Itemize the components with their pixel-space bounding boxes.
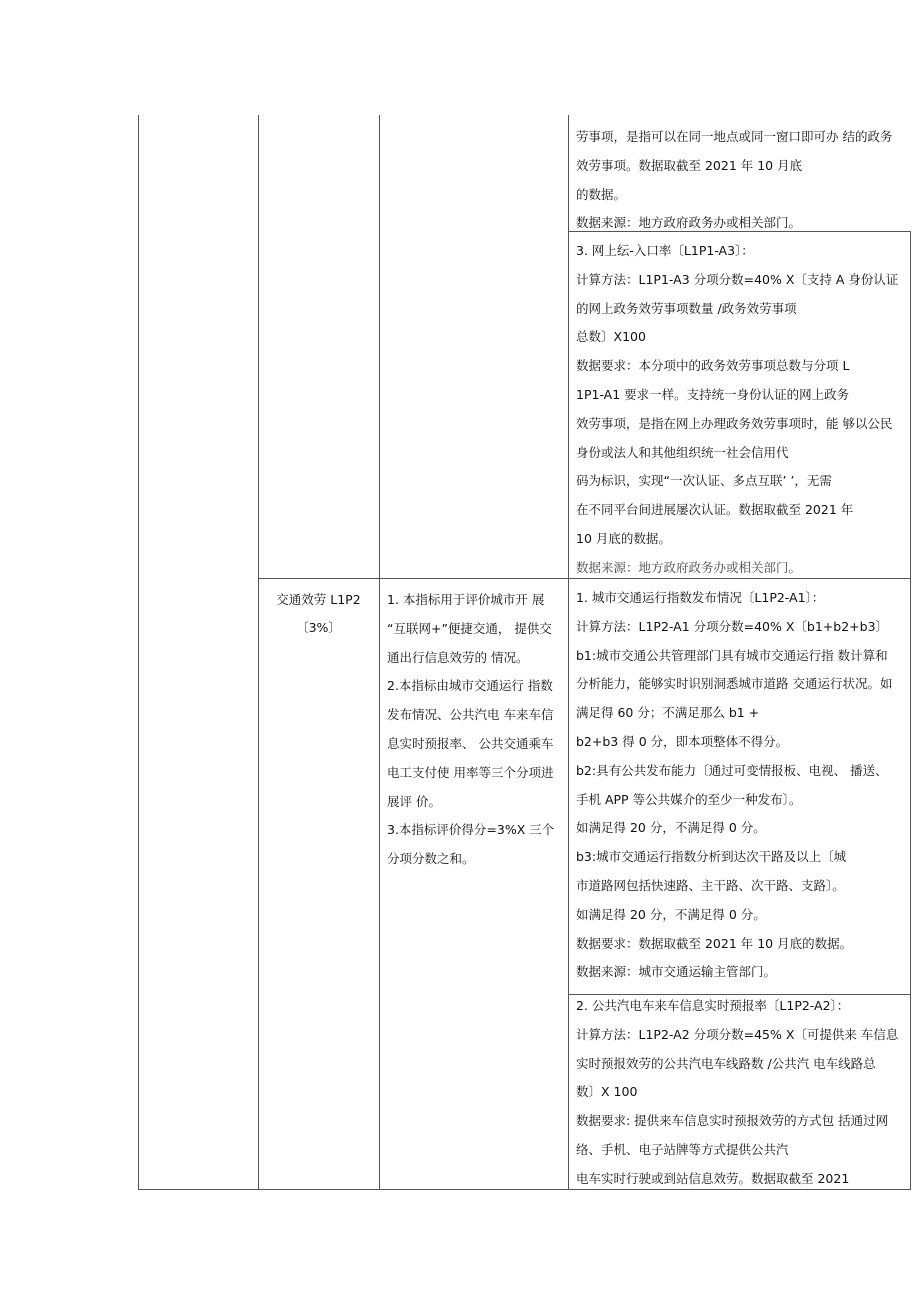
text-line: 2.本指标由城市交通运行 指数	[387, 678, 553, 694]
text-line: 数据要求：本分项中的政务效劳事项总数与分项 L	[576, 358, 850, 374]
text-line: 的网上政务效劳事项数量 /政务效劳事项	[576, 300, 797, 316]
criteria-cell-continued	[576, 123, 892, 238]
text-line: b3:城市交通运行指数分析到达次干路及以上〔城	[576, 849, 847, 865]
text-line: 数据来源：城市交通运输主管部门。	[576, 964, 777, 980]
criteria-cell-l1p2-a2	[576, 992, 898, 1194]
criteria-cell-l1p2-a1	[576, 584, 892, 987]
text-line: 如满足得 20 分，不满足得 0 分。	[576, 906, 766, 922]
column-divider-3	[568, 115, 569, 1190]
column-divider-1	[258, 115, 259, 1190]
table-border-right	[910, 231, 911, 1190]
text-line: 手机 APP 等公共媒介的至少一种发布〕。	[576, 791, 802, 807]
text-line: 数据来源：地方政府政务办或相关部门。	[576, 215, 802, 231]
clipped-text-line: 数据来源：地方政府政务办或相关部门。	[576, 560, 802, 575]
text-line: 10 月底的数据。	[576, 530, 671, 546]
text-line: 在不同平台间进展屡次认证。数据取截至 2021 年	[576, 502, 854, 518]
text-line: b2+b3 得 0 分，即本项整体不得分。	[576, 733, 789, 749]
text-line: 分项分数之和。	[387, 851, 475, 867]
text-line: 的数据。	[576, 186, 627, 202]
column-divider-2	[379, 115, 380, 1190]
text-line: 数据要求: 提供来车信息实时预报效劳的方式包 括通过网	[576, 1113, 889, 1129]
indicator-description-cell	[387, 586, 554, 874]
text-line: 身份或法人和其他组织统一社会信用代	[576, 444, 789, 460]
text-line: “互联网+”便捷交通， 提供交	[387, 620, 552, 636]
text-line: 展评 价。	[387, 793, 441, 809]
text-line: b1:城市交通公共管理部门具有城市交通运行指 数计算和	[576, 647, 888, 663]
text-line: 电车实时行驶或到站信息效劳。数据取截至 2021	[576, 1170, 850, 1186]
text-line: 数〕X 100	[576, 1084, 638, 1100]
text-line: 效劳事项。数据取截至 2021 年 10 月底	[576, 157, 803, 173]
text-line: b2:具有公共发布能力〔通过可变情报板、电视、 播送、	[576, 762, 888, 778]
text-line: 1P1-A1 要求一样。支持统一身份认证的网上政务	[576, 386, 850, 402]
table-border-left	[138, 115, 139, 1190]
text-line: 1. 本指标用于评价城市开 展	[387, 592, 545, 607]
text-line: 市道路网包括快速路、主干路、次干路、支路〕。	[576, 877, 845, 893]
text-line: 3.本指标评价得分=3%X 三个	[387, 822, 555, 838]
text-line: 实时预报效劳的公共汽电车线路数 /公共汽 电车线路总	[576, 1055, 876, 1071]
indicator-weight: 〔3%〕	[296, 620, 341, 635]
indicator-name: 交通效劳 L1P2	[276, 592, 361, 607]
text-line: 1. 城市交通运行指数发布情况〔L1P2-A1〕：	[576, 590, 825, 605]
text-line: 总数〕X100	[576, 329, 646, 345]
text-line: 效劳事项，是指在网上办理政务效劳事项时，能 够以公民	[576, 415, 893, 431]
text-line: 计算方法：L1P2-A1 分项分数=40% X〔b1+b2+b3〕	[576, 618, 889, 634]
text-line: 2. 公共汽电车来车信息实时预报率〔L1P2-A2〕：	[576, 998, 850, 1013]
text-line: 满足得 60 分；不满足那么 b1 +	[576, 705, 760, 721]
criteria-cell-l1p1-a3	[576, 237, 898, 554]
text-line: 码为标识，实现“一次认证、多点互联’ ’，无需	[576, 473, 832, 489]
text-line: 3. 网上纭-入口率〔L1P1-A3〕：	[576, 243, 754, 258]
text-line: 发布情况、公共汽电 车来车信	[387, 707, 554, 723]
text-line: 息实时预报率、 公共交通乘车	[387, 735, 554, 751]
text-line: 计算方法：L1P2-A2 分项分数=45% X〔可提供来 车信息	[576, 1026, 899, 1042]
text-line: 分析能力，能够实时识别洞悉城市道路 交通运行状况。如	[576, 676, 893, 692]
indicator-name-cell	[258, 586, 379, 642]
text-line: 电工支付使 用率等三个分项进	[387, 764, 554, 780]
text-line: 络、手机、电子站牌等方式提供公共汽	[576, 1141, 789, 1157]
text-line: 通出行信息效劳的 情况。	[387, 649, 529, 665]
row-divider-l1p2	[258, 578, 911, 579]
text-line: 劳事项，是指可以在同一地点或同一窗口即可办 结的政务	[576, 129, 893, 144]
text-line: 计算方法：L1P1-A3 分项分数=40% X〔支持 A 身份认证	[576, 271, 899, 287]
text-line: 数据要求：数据取截至 2021 年 10 月底的数据。	[576, 935, 853, 951]
text-line: 如满足得 20 分，不满足得 0 分。	[576, 820, 766, 836]
